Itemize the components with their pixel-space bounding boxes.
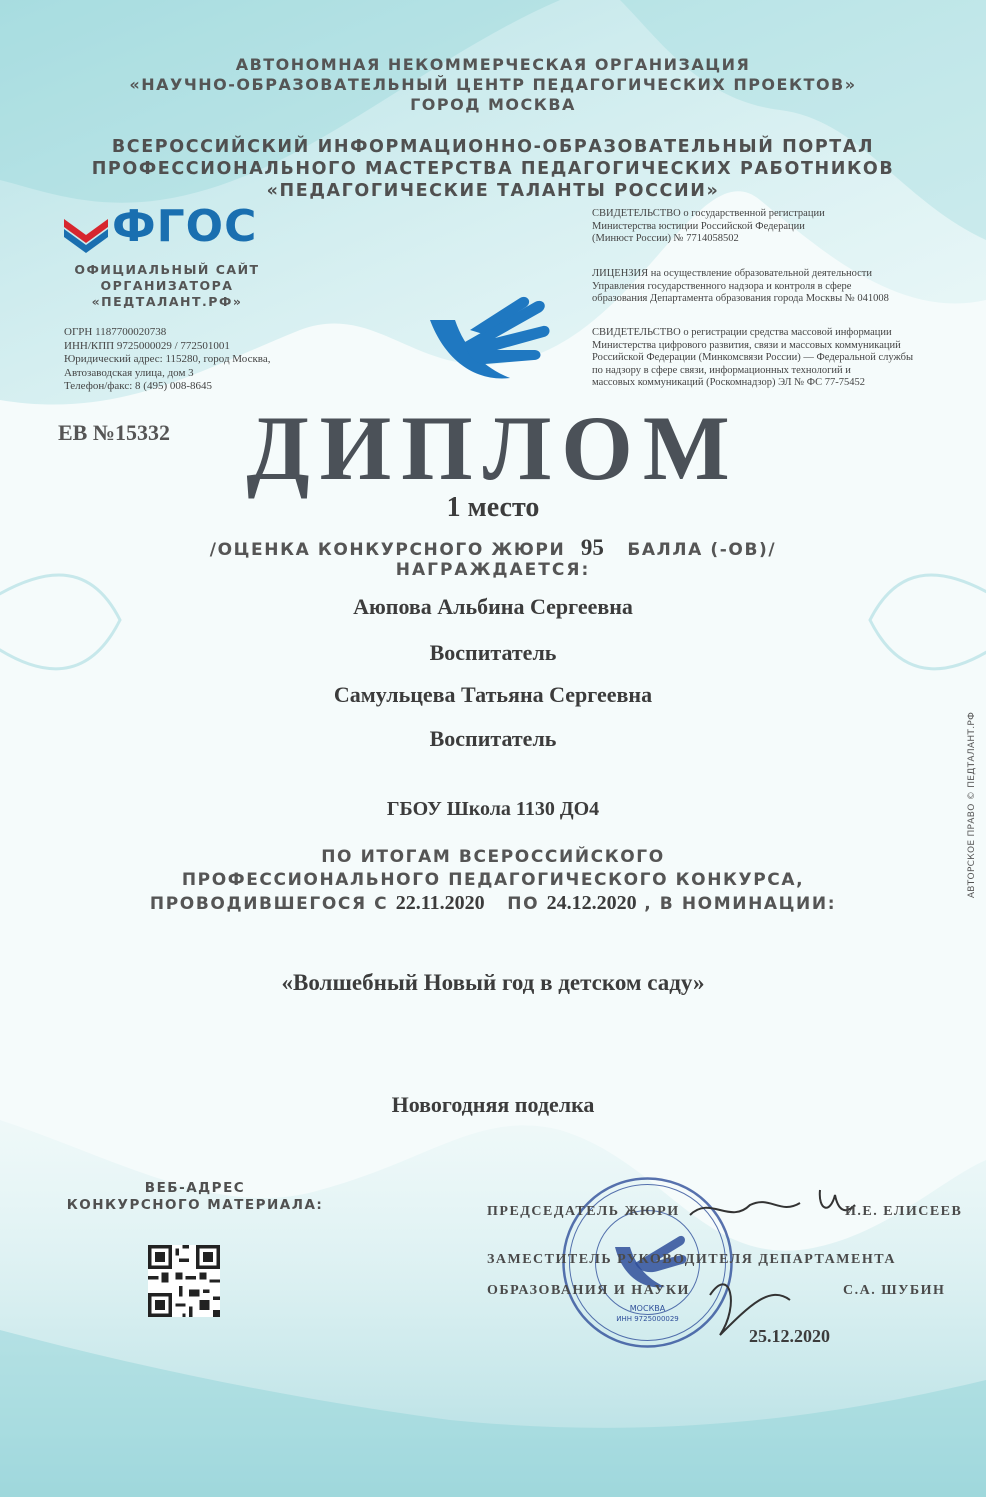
registration-line: СВИДЕТЕЛЬСТВО о государственной регистрации [592, 208, 825, 219]
person1-role: Воспитатель [429, 640, 557, 665]
date-from: 22.11.2020 [395, 892, 485, 914]
date-to: 24.12.2020 [546, 892, 637, 914]
diploma-number: ЕВ №15332 [58, 420, 170, 445]
address-line: Юридический адрес: 115280, город Москва, [64, 353, 271, 365]
media-line: СВИДЕТЕЛЬСТВО о регистрации средства массовой информации [592, 327, 892, 338]
copyright-vertical [962, 700, 982, 920]
deputy-title-line: ОБРАЗОВАНИЯ И НАУКИ [487, 1283, 690, 1298]
media-line: Министерства цифрового развития, связи и массовых коммуникаций [592, 339, 901, 351]
phone: Телефон/факс: 8 (495) 008-8645 [64, 380, 213, 392]
itogi-line: ПРОФЕССИОНАЛЬНОГО ПЕДАГОГИЧЕСКОГО КОНКУРСА, [181, 870, 805, 890]
media-line: Российской Федерации (Минкомсвязи России) — Федеральной службы [592, 352, 914, 363]
site-line: «ПЕДТАЛАНТ.РФ» [91, 294, 243, 309]
license-line: ЛИЦЕНЗИЯ на осуществление образовательной деятельности [592, 268, 872, 279]
organization-header [0, 55, 986, 115]
fgos-logo [62, 201, 272, 255]
itogi-dates-line [0, 892, 986, 916]
license [592, 268, 972, 306]
legal-requisites [64, 326, 271, 394]
media-line: массовых коммуникаций (Роскомнадзор) ЭЛ № ФС 77-75452 [592, 377, 865, 388]
portal-line: ВСЕРОССИЙСКИЙ ИНФОРМАЦИОННО-ОБРАЗОВАТЕЛЬНЫЙ ПОРТАЛ [111, 137, 875, 157]
org-line: ГОРОД МОСКВА [410, 95, 576, 114]
chair-name: И.Е. ЕЛИСЕЕВ [845, 1204, 963, 1219]
fgos-logo-text: ФГОС [112, 201, 258, 252]
site-line: ОФИЦИАЛЬНЫЙ САЙТ [74, 262, 260, 277]
web-address-label [40, 1180, 350, 1214]
copyright-text: АВТОРСКОЕ ПРАВО © ПЕДТАЛАНТ.РФ [967, 711, 977, 899]
chair-title: ПРЕДСЕДАТЕЛЬ ЖЮРИ [487, 1204, 680, 1219]
competition-info [0, 846, 986, 916]
work-title: Новогодняя поделка [391, 1092, 595, 1117]
score-value: 95 [580, 535, 604, 560]
issue-date: 25.12.2020 [749, 1326, 830, 1346]
portal-header [0, 136, 986, 202]
official-site [62, 262, 272, 310]
ogrn: ОГРН 1187700020738 [64, 326, 167, 338]
web-line: КОНКУРСНОГО МАТЕРИАЛА: [66, 1197, 324, 1213]
site-line: ОРГАНИЗАТОРА [100, 278, 234, 293]
diploma-title: ДИПЛОМ [246, 397, 740, 499]
itogi-mid: ПО [507, 894, 540, 914]
institution: ГБОУ Школа 1130 ДО4 [386, 798, 600, 820]
address-line: Автозаводская улица, дом 3 [64, 366, 194, 379]
registration-line: (Минюст России) № 7714058502 [592, 233, 739, 244]
portal-line: ПРОФЕССИОНАЛЬНОГО МАСТЕРСТВА ПЕДАГОГИЧЕСКИХ РАБОТНИКОВ [91, 159, 895, 179]
hand-logo-icon [425, 290, 555, 385]
registration-line: Министерства юстиции Российской Федерации [592, 220, 805, 232]
person1-name: Аюпова Альбина Сергеевна [353, 594, 633, 619]
deputy-name: С.А. ШУБИН [843, 1283, 946, 1298]
org-line: «НАУЧНО-ОБРАЗОВАТЕЛЬНЫЙ ЦЕНТР ПЕДАГОГИЧЕСКИХ ПРОЕКТОВ» [129, 75, 857, 94]
score-suffix: БАЛЛА (-ОВ)/ [627, 540, 777, 560]
stamp-inn: ИНН 9725000029 [616, 1315, 679, 1323]
deputy-title-line: ЗАМЕСТИТЕЛЬ РУКОВОДИТЕЛЯ ДЕПАРТАМЕНТА [487, 1252, 896, 1267]
org-line: АВТОНОМНАЯ НЕКОММЕРЧЕСКАЯ ОРГАНИЗАЦИЯ [235, 55, 751, 74]
nomination: «Волшебный Новый год в детском саду» [281, 970, 705, 995]
portal-line: «ПЕДАГОГИЧЕСКИЕ ТАЛАНТЫ РОССИИ» [266, 181, 720, 201]
registration-certificate [592, 208, 972, 246]
inn: ИНН/КПП 9725000029 / 772501001 [64, 339, 230, 352]
place: 1 место [446, 492, 540, 523]
itogi-prefix: ПРОВОДИВШЕГОСЯ С [149, 894, 389, 914]
fgos-chevron-icon [62, 213, 112, 253]
media-certificate [592, 327, 972, 390]
license-line: образования Департамента образования города Москвы № 041008 [592, 293, 889, 304]
web-line: ВЕБ-АДРЕС [144, 1180, 246, 1196]
person2-role: Воспитатель [429, 726, 557, 751]
person2-name: Самульцева Татьяна Сергеевна [333, 682, 653, 707]
itogi-suffix: , В НОМИНАЦИИ: [644, 894, 837, 914]
score-prefix: /ОЦЕНКА КОНКУРСНОГО ЖЮРИ [209, 540, 566, 560]
awarded-label: НАГРАЖДАЕТСЯ: [395, 560, 591, 580]
license-line: Управления государственного надзора и контроля в сфере [592, 280, 852, 292]
stamp-city: МОСКВА [629, 1304, 666, 1313]
qr-code-icon[interactable] [148, 1245, 220, 1317]
media-line: по надзору в сфере связи, информационных технологий и [592, 364, 851, 376]
jury-score [0, 535, 986, 561]
itogi-line: ПО ИТОГАМ ВСЕРОССИЙСКОГО [321, 847, 665, 867]
